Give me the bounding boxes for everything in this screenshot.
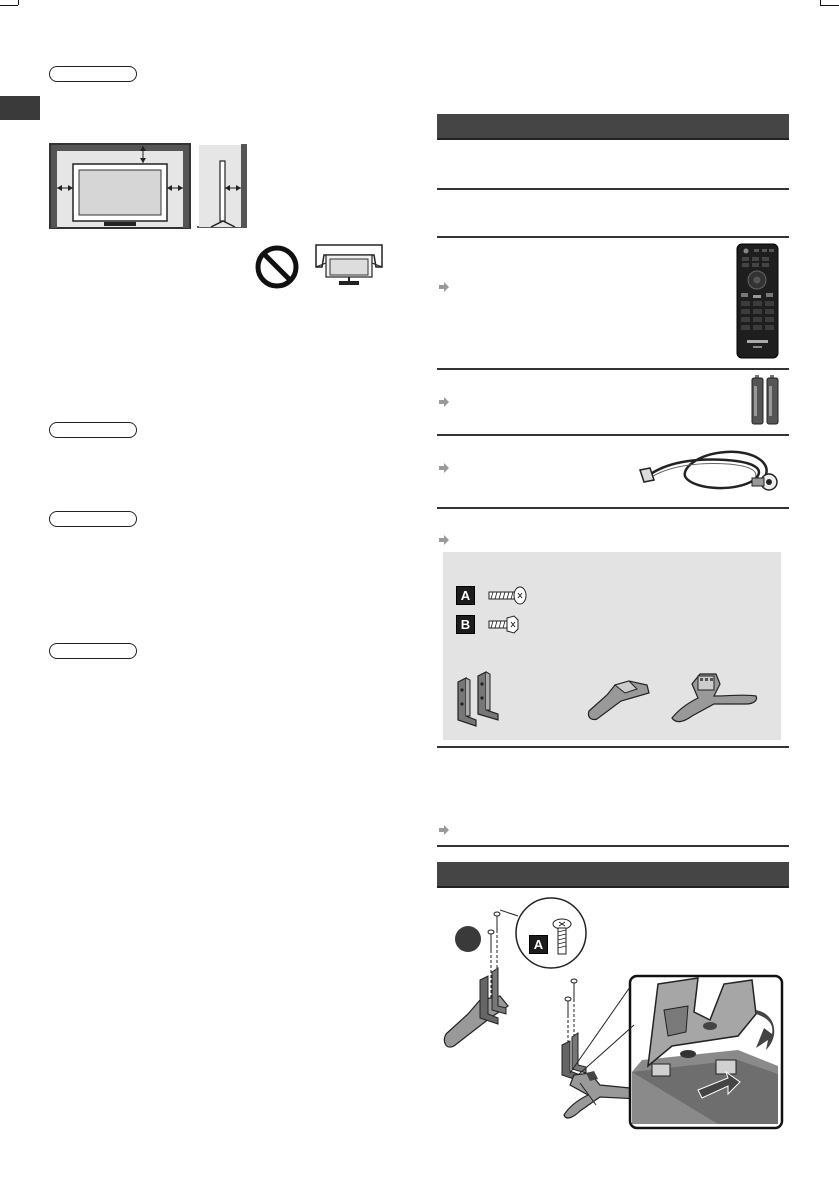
crop-mark-top-right xyxy=(820,0,821,5)
arrow-bullet-icon xyxy=(439,397,449,407)
note-pill xyxy=(49,422,137,438)
mains-lead xyxy=(636,440,780,500)
screw-a-badge: A xyxy=(456,586,475,605)
note-pill xyxy=(49,511,137,527)
divider xyxy=(437,434,789,436)
note-pill xyxy=(49,66,137,82)
divider xyxy=(437,746,789,748)
batteries xyxy=(751,374,779,426)
covered-tv-illustration xyxy=(312,241,386,289)
tv-side-clearance-diagram xyxy=(197,143,249,229)
divider xyxy=(437,188,789,190)
note-pill xyxy=(49,643,137,659)
arrow-bullet-icon xyxy=(439,463,449,473)
no-symbol-icon xyxy=(254,244,300,290)
crop-mark-top-right xyxy=(820,5,839,6)
base xyxy=(666,670,760,726)
screw-b-badge: B xyxy=(456,615,475,634)
remote-control xyxy=(736,243,779,359)
divider xyxy=(437,507,789,509)
arrow-bullet-icon xyxy=(439,282,449,292)
zoom-connector-lines xyxy=(570,985,640,1075)
bracket xyxy=(454,668,506,730)
accessories-section-header xyxy=(437,114,789,140)
arrow-bullet-icon xyxy=(439,825,449,835)
divider xyxy=(437,368,789,370)
pedestal xyxy=(585,675,653,721)
base-detail-closeup xyxy=(628,974,784,1130)
assembly-section-header xyxy=(437,862,789,888)
screw-a-zoom-badge: A xyxy=(529,935,548,954)
crop-mark-top xyxy=(18,0,19,5)
screw-zoom-callout xyxy=(514,896,588,970)
bracket-pedestal-assembly-left xyxy=(440,910,522,1052)
tv-front-clearance-diagram xyxy=(49,143,191,229)
crop-mark-top xyxy=(0,5,18,6)
screw-b xyxy=(488,614,520,634)
divider xyxy=(437,236,789,238)
divider xyxy=(437,845,789,847)
screw-a xyxy=(488,585,528,605)
arrow-bullet-icon xyxy=(439,535,449,545)
language-side-tab xyxy=(0,96,40,120)
